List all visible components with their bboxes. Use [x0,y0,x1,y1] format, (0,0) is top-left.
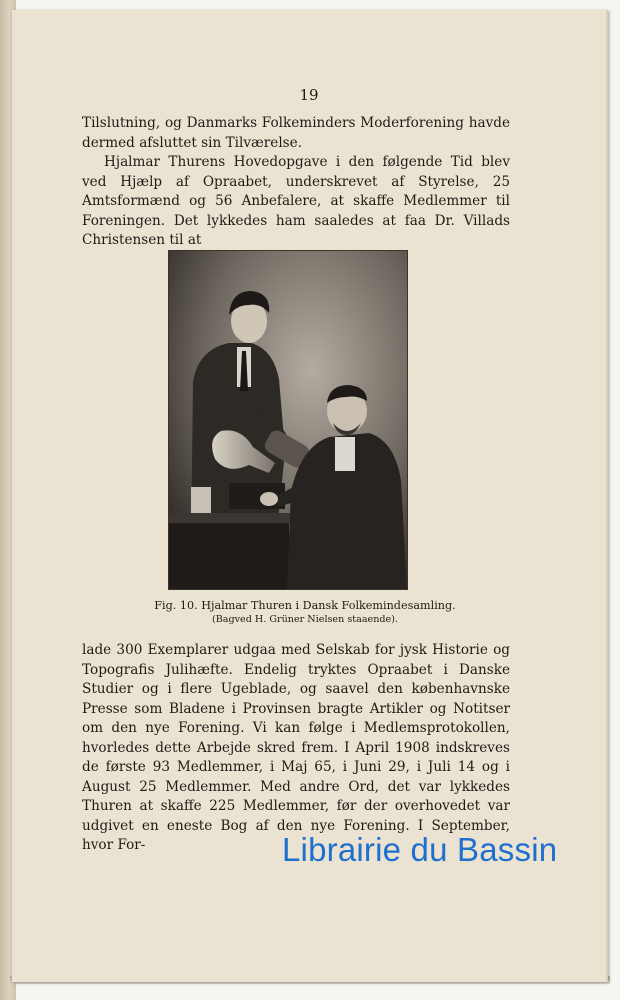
paragraph-continuation: Tilslutning, og Danmarks Folkeminders Moderforening havde dermed afsluttet sin Tilværelse. [82,115,510,151]
figure-caption [102,598,508,627]
paragraph-thuren-task: Hjalmar Thurens Hovedopgave i den følgende Tid blev ved Hjælp af Opraabet, underskrevet af Styrelse, 25 Amtsformænd og 56 Anbefalere, at skaffe Medlemmer til Foreningen. Det lykkedes ham saaledes at faa Dr. Villads Christensen til at [82,154,510,248]
bottom-text-block [82,641,510,856]
watermark-text: Librairie du Bassin [282,831,558,868]
caption-subtitle: (Bagved H. Grüner Nielsen staaende). [211,614,399,625]
figure-photo [168,250,408,590]
top-text-block [82,114,510,251]
paragraph-membership: lade 300 Exemplarer udgaa med Selskab for jysk Historie og Topografis Julihæfte. Endelig tryktes Opraabet i Danske Studier og i flere Ugeblade, og saavel den københavnske Presse som Bladene i Provinsen bragte Artikler og Notitser om den nye Forening. Vi kan følge i Medlemsprotokollen, hvorledes dette Arbejde skred frem. I April 1908 indskreves de første 93 Medlemmer, i Maj 65, i Juni 29, i Juli 14 og i August 25 Medlemmer. Med andre Ord, det var lykkedes Thuren at skaffe 225 Medlemmer, før der overhovedet var udgivet en eneste Bog af den nye Forening. I September, hvor For- [82,642,510,853]
caption-main: Fig. 10. Hjalmar Thuren i Dansk Folkemindesamling. [154,599,456,612]
page-number: 19 [299,86,319,104]
photo-illustration [169,251,407,589]
